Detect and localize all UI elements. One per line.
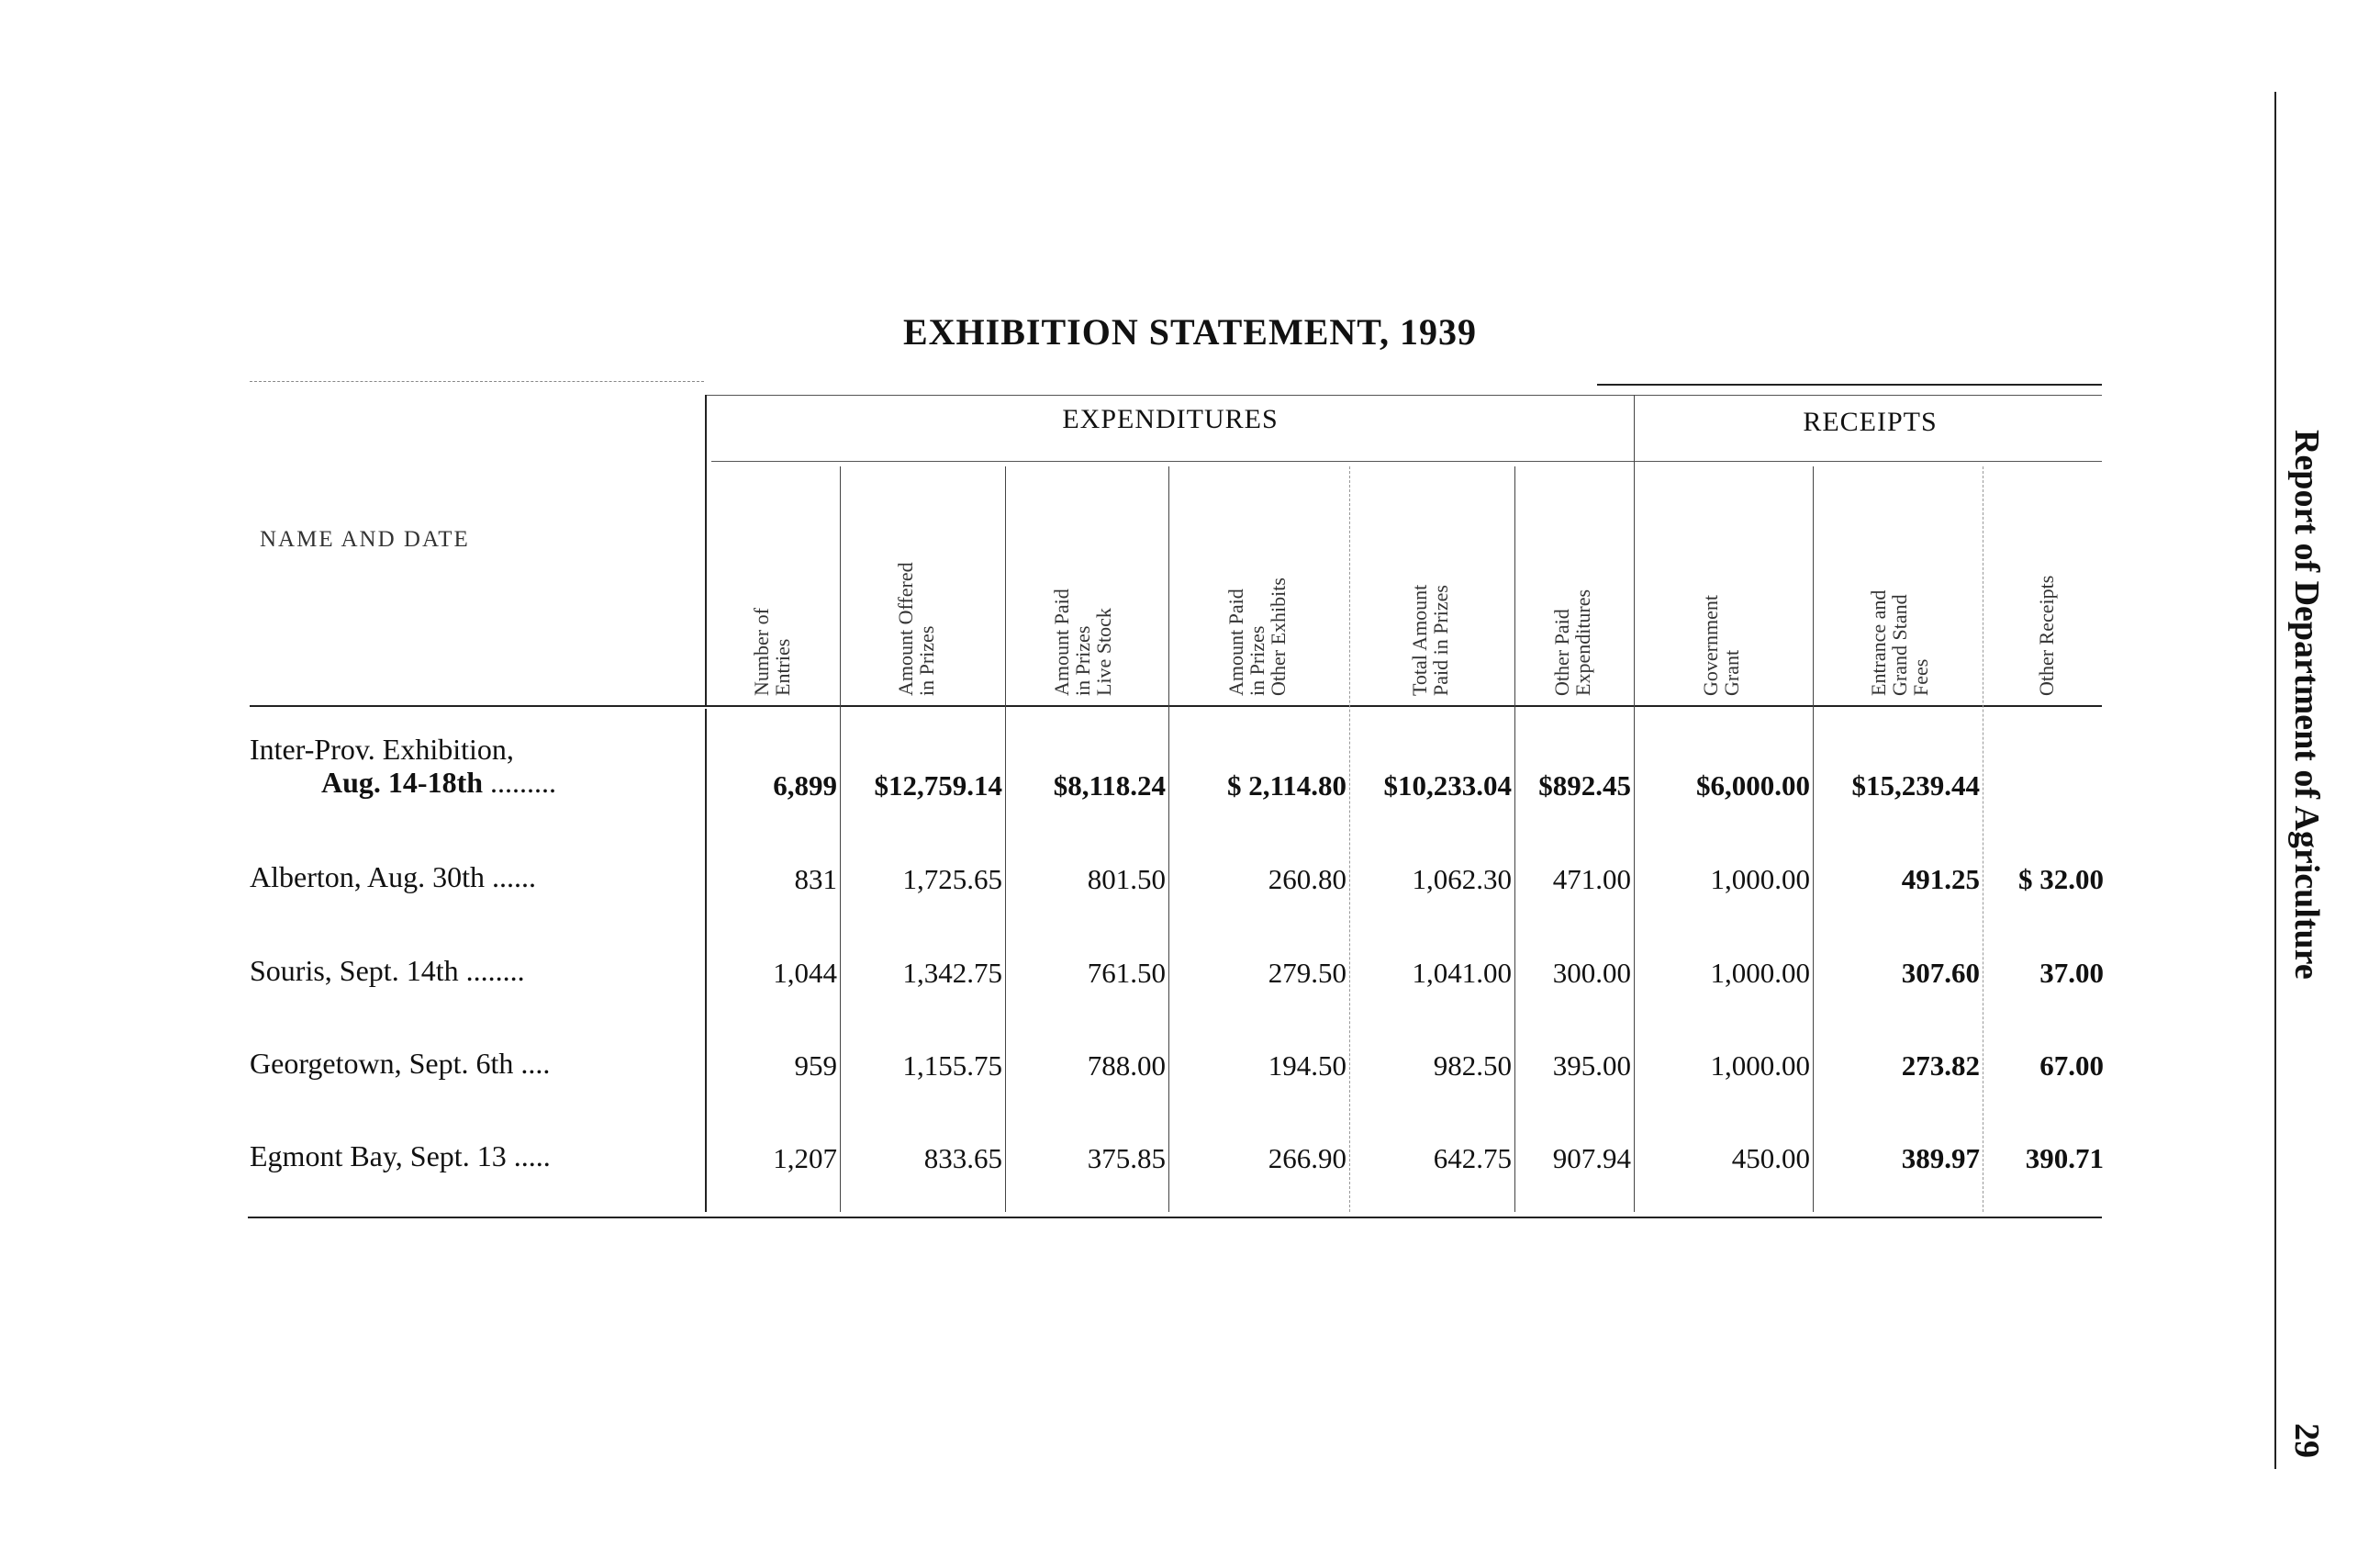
table-cell: $10,233.04 (1383, 769, 1512, 802)
table-bottom-rule (248, 1217, 2102, 1218)
col-header-entries: Number of Entries (750, 608, 794, 696)
name-date-header: NAME AND DATE (260, 527, 470, 552)
leader-dots: ......... (490, 766, 557, 799)
table-cell: 1,044 (773, 957, 837, 989)
group-top-rule (707, 395, 2102, 396)
col-header-total-paid: Total Amount Paid in Prizes (1408, 584, 1452, 696)
table-cell: 194.50 (1268, 1049, 1346, 1082)
col-header-other-expenditures: Other Paid Expenditures (1550, 589, 1594, 696)
leader-dots: ........ (465, 954, 525, 987)
table-cell: 260.80 (1268, 863, 1346, 895)
table-cell: 761.50 (1087, 957, 1166, 989)
table-cell: 1,725.65 (902, 863, 1002, 895)
margin-rule (2274, 92, 2276, 1469)
table-cell: 450.00 (1731, 1142, 1810, 1174)
row-name-line1: Inter-Prov. Exhibition, (250, 733, 514, 766)
table-cell: 982.50 (1433, 1049, 1512, 1082)
row-name (250, 954, 525, 987)
table-cell: 1,207 (773, 1142, 837, 1174)
table-cell: 1,000.00 (1710, 957, 1810, 989)
col-header-entrance-fees: Entrance and Grand Stand Fees (1867, 589, 1932, 696)
table-cell: 266.90 (1268, 1142, 1346, 1174)
expenditures-heading: EXPENDITURES (1062, 404, 1279, 434)
row-name (321, 766, 556, 799)
table-cell: 907.94 (1552, 1142, 1631, 1174)
table-cell: 642.75 (1433, 1142, 1512, 1174)
table-cell: $8,118.24 (1053, 769, 1166, 802)
page-title: EXHIBITION STATEMENT, 1939 (902, 311, 1477, 353)
table-cell: $12,759.14 (874, 769, 1002, 802)
col-header-government-grant: Government Grant (1699, 595, 1743, 696)
table-cell: 300.00 (1552, 957, 1631, 989)
row-name-line1: Georgetown, Sept. 6th (250, 1047, 514, 1080)
col-rule (1349, 466, 1350, 1212)
running-header: Report of Department of Agriculture (2287, 430, 2326, 980)
table-cell: 831 (794, 863, 837, 895)
table-cell: 67.00 (2039, 1049, 2104, 1082)
table-cell: 375.85 (1087, 1142, 1166, 1174)
receipts-heading: RECEIPTS (1803, 407, 1938, 437)
col-header-paid-livestock: Amount Paid in Prizes Live Stock (1050, 589, 1115, 696)
table-cell: 959 (794, 1049, 837, 1082)
table-cell: 491.25 (1901, 863, 1980, 895)
header-bottom-rule (250, 705, 2102, 707)
row-name (250, 1139, 551, 1172)
col-rule (1005, 466, 1006, 1212)
col-rule (1168, 466, 1169, 1212)
leader-dots: ..... (513, 1139, 551, 1172)
row-name (250, 733, 514, 766)
table-cell: 1,041.00 (1412, 957, 1512, 989)
row-name-line1: Alberton, Aug. 30th (250, 860, 485, 893)
row-name-line2: Aug. 14-18th (321, 766, 484, 799)
table-cell: 37.00 (2039, 957, 2104, 989)
col-rule (1813, 466, 1814, 1212)
table-cell: $892.45 (1538, 769, 1631, 802)
table-cell: 395.00 (1552, 1049, 1631, 1082)
table-cell: 1,000.00 (1710, 863, 1810, 895)
table-cell: 833.65 (923, 1142, 1002, 1174)
table-cell: 273.82 (1901, 1049, 1980, 1082)
table-cell: 389.97 (1901, 1142, 1980, 1174)
col-header-other-receipts: Other Receipts (2035, 575, 2058, 696)
table-cell: 6,899 (773, 769, 837, 802)
table-top-rule-right (1597, 384, 2102, 386)
table-cell: $ 32.00 (2018, 863, 2104, 895)
col-rule (705, 709, 707, 1212)
table-cell: 307.60 (1901, 957, 1980, 989)
table-cell: 788.00 (1087, 1049, 1166, 1082)
table-cell: 390.71 (2025, 1142, 2104, 1174)
page-number: 29 (2287, 1423, 2326, 1458)
table-cell: $15,239.44 (1851, 769, 1980, 802)
table-cell: 1,155.75 (902, 1049, 1002, 1082)
table-cell: 1,342.75 (902, 957, 1002, 989)
col-header-offered: Amount Offered in Prizes (894, 562, 938, 696)
table-cell: 1,000.00 (1710, 1049, 1810, 1082)
leader-dots: ...... (491, 860, 536, 893)
row-name-line1: Souris, Sept. 14th (250, 954, 459, 987)
col-rule (705, 395, 707, 707)
row-name (250, 1047, 550, 1080)
col-rule (1634, 395, 1635, 1212)
row-name-line1: Egmont Bay, Sept. 13 (250, 1139, 507, 1172)
table-cell: 801.50 (1087, 863, 1166, 895)
col-header-paid-other: Amount Paid in Prizes Other Exhibits (1224, 578, 1290, 696)
row-name (250, 860, 536, 893)
table-cell: 279.50 (1268, 957, 1346, 989)
table-cell: 1,062.30 (1412, 863, 1512, 895)
col-rule (840, 466, 841, 1212)
table-cell: 471.00 (1552, 863, 1631, 895)
table-cell: $6,000.00 (1696, 769, 1810, 802)
table-top-rule-left (250, 381, 704, 382)
table-cell: $ 2,114.80 (1226, 769, 1346, 802)
col-rule (1514, 466, 1515, 1212)
leader-dots: .... (520, 1047, 551, 1080)
